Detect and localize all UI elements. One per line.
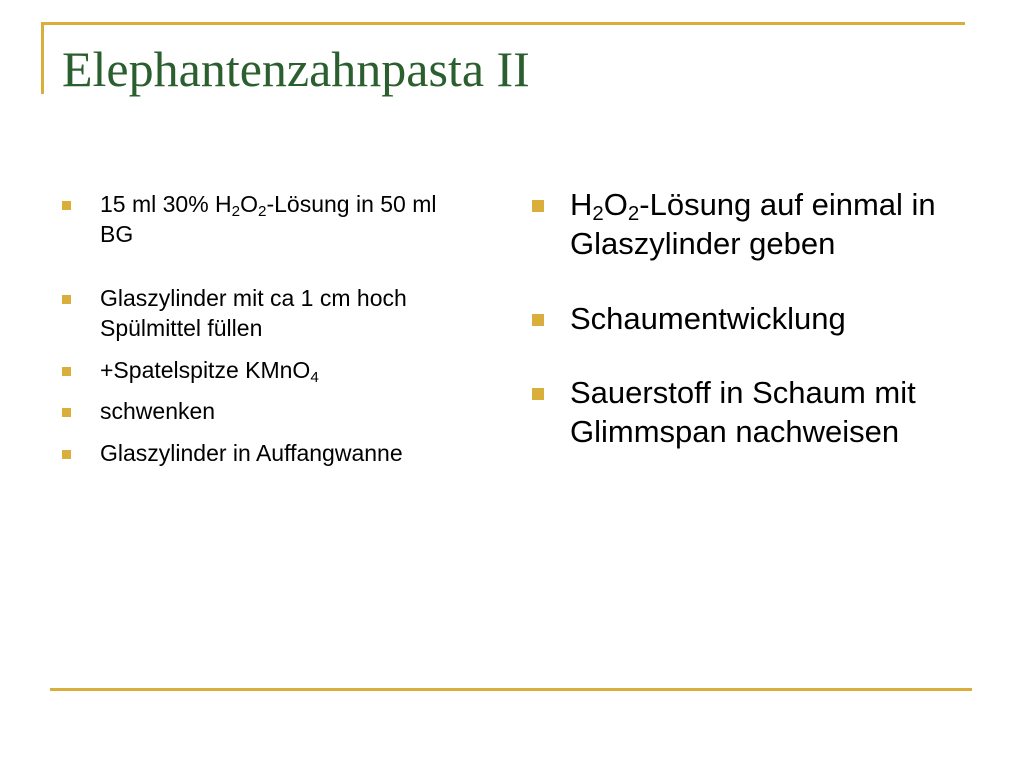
square-bullet-icon	[62, 450, 71, 459]
list-item	[62, 284, 462, 344]
list-item	[532, 299, 972, 338]
list-item	[532, 185, 972, 264]
square-bullet-icon	[62, 201, 71, 210]
item-text: +Spatelspitze KMnO$_4$	[100, 356, 319, 386]
item-text: Sauerstoff in Schaum mit Glimmspan nachweisen	[570, 375, 916, 450]
item-text: schwenken	[100, 398, 216, 425]
left-bullet-list	[62, 190, 462, 469]
list-item	[62, 356, 462, 386]
frame-bottom-line	[50, 688, 972, 691]
square-bullet-icon	[532, 200, 544, 212]
frame-left-line	[41, 22, 44, 94]
square-bullet-icon	[532, 388, 544, 400]
frame-top-line	[41, 22, 965, 25]
list-item	[62, 439, 462, 469]
square-bullet-icon	[532, 314, 544, 326]
right-bullet-list	[532, 185, 972, 452]
item-text: $H_2O_2$-Lösung auf einmal in Glaszylinder geben	[570, 187, 936, 262]
list-item	[62, 190, 462, 250]
square-bullet-icon	[62, 408, 71, 417]
list-item	[62, 397, 462, 427]
item-text: Schaumentwicklung	[570, 300, 846, 336]
item-text: 15 ml 30% $H_2O_2$-Lösung in 50 ml BG	[100, 191, 437, 247]
item-text: Glaszylinder mit ca 1 cm hoch Spülmittel füllen	[100, 284, 407, 341]
square-bullet-icon	[62, 367, 71, 376]
list-item	[532, 373, 972, 452]
square-bullet-icon	[62, 295, 71, 304]
item-text: Glaszylinder in Auffangwanne	[100, 440, 403, 467]
slide-title: Elephantenzahnpasta II	[62, 41, 530, 97]
